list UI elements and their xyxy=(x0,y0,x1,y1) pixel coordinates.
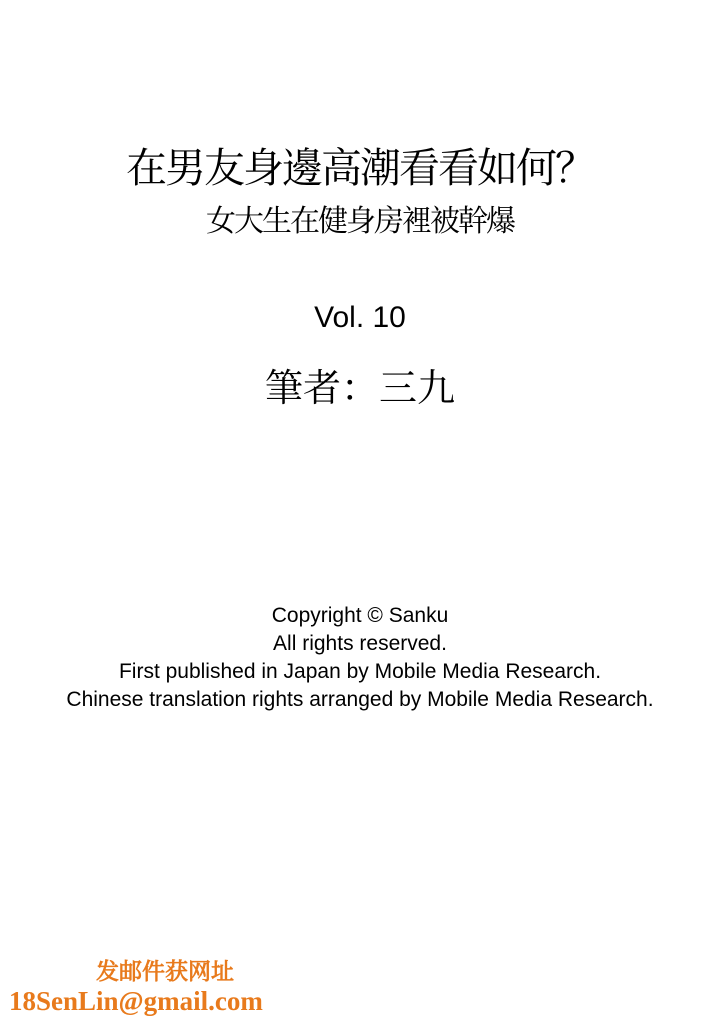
volume-label: Vol. 10 xyxy=(314,301,406,334)
copyright-line-owner: Copyright © Sanku xyxy=(271,604,449,627)
copyright-block xyxy=(0,602,720,714)
series-subtitle: 女大生在健身房裡被幹爆 xyxy=(206,204,514,239)
author-credit: 筆者：三九 xyxy=(264,366,455,410)
watermark-email-address: 18SenLin@gmail.com xyxy=(9,986,263,1016)
watermark-cta-text: 发邮件获网址 xyxy=(96,959,234,985)
copyright-line-publisher: First published in Japan by Mobile Media Research. xyxy=(118,660,602,683)
copyright-line-rights: All rights reserved. xyxy=(273,632,447,655)
series-title: 在男友身邊高潮看看如何？ xyxy=(126,144,594,192)
copyright-line-translation: Chinese translation rights arranged by Mobile Media Research. xyxy=(66,688,654,711)
watermark-footer xyxy=(9,958,263,1016)
